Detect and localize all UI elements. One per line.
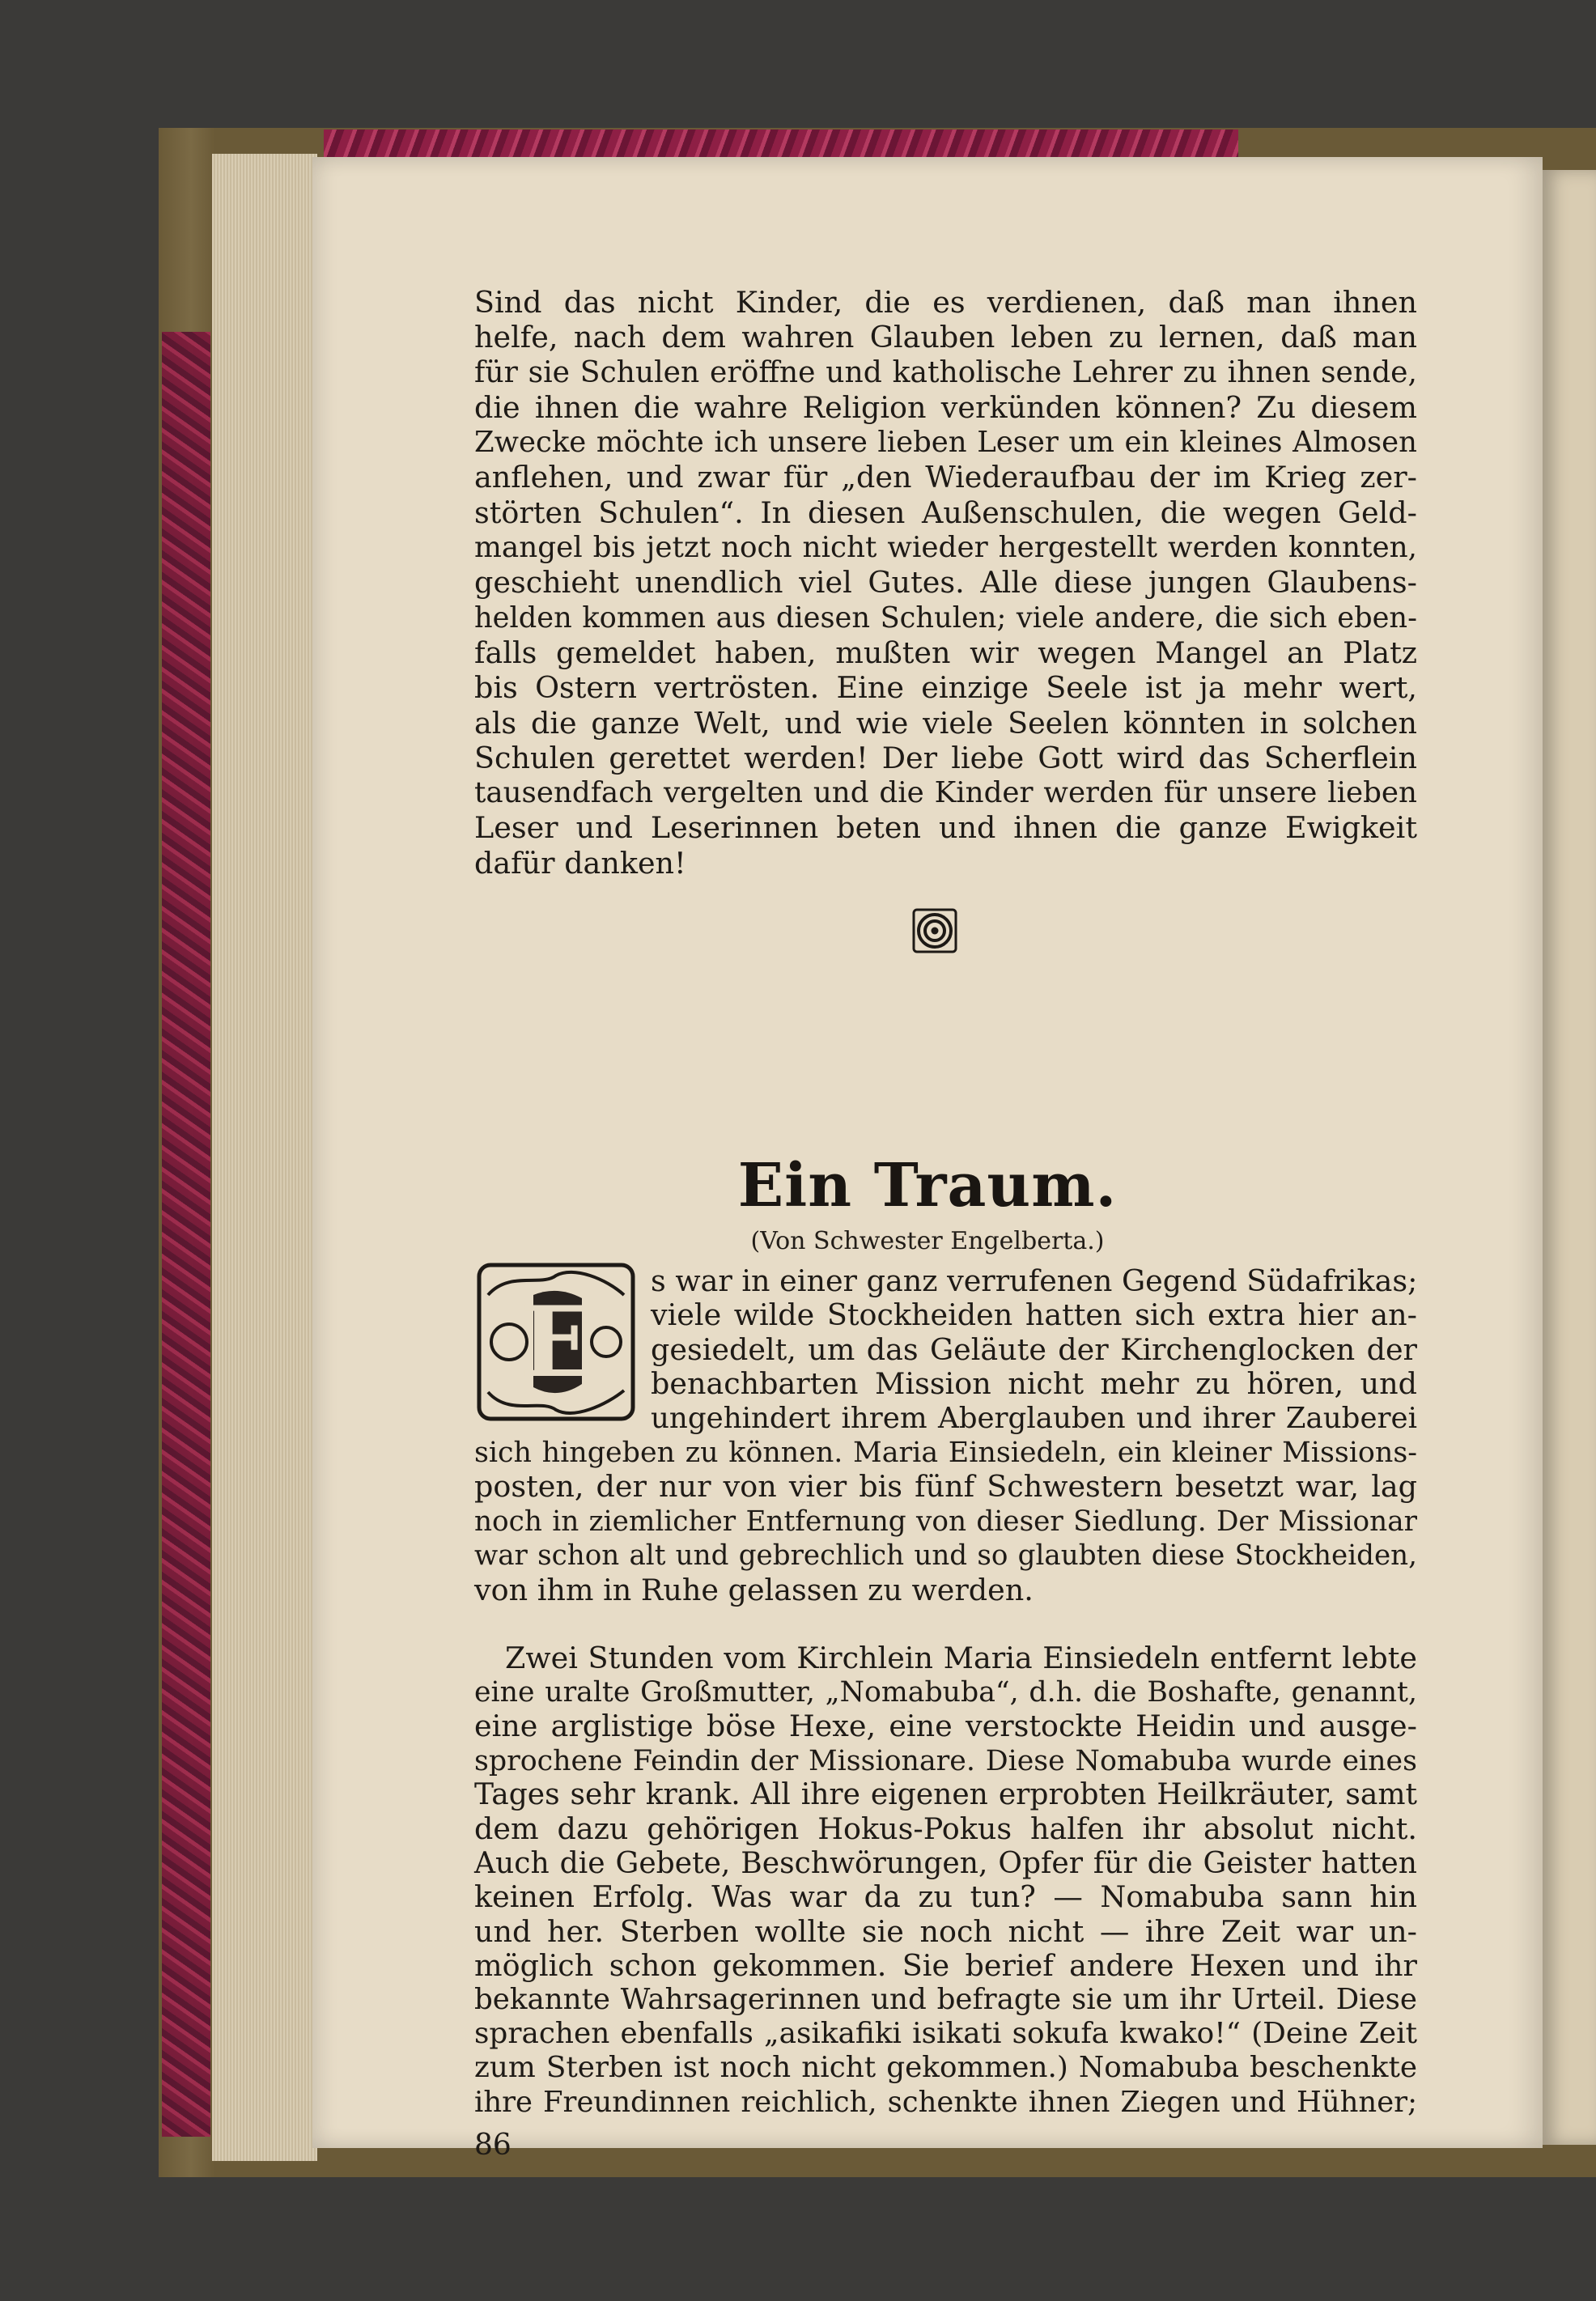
marbled-endpaper-top — [324, 129, 1238, 160]
text-line: posten, der nur von vier bis fünf Schwestern besetzt war, lag — [474, 1469, 1417, 1505]
text-line: bis Ostern vertrösten. Eine einzige Seele ist ja mehr wert, — [474, 670, 1417, 706]
text-line: ihre Freundinnen reichlich, schenkte ihnen Ziegen und Hühner; — [474, 2085, 1417, 2119]
facing-page-edge — [1543, 170, 1596, 2145]
book-page — [312, 157, 1543, 2162]
text-line: zum Sterben ist noch nicht gekommen.) Nomabuba beschenkte — [474, 2051, 1417, 2085]
text-line: keinen Erfolg. Was war da zu tun? — Nomabuba sann hin — [474, 1879, 1417, 1915]
text-line: benachbarten Mission nicht mehr zu hören, und — [651, 1366, 1417, 1402]
text-line: sprochene Feindin der Missionare. Diese Nomabuba wurde eines — [474, 1744, 1417, 1777]
text-line: eine arglistige böse Hexe, eine verstockte Heidin und ausge- — [474, 1709, 1417, 1744]
text-line: Tages sehr krank. All ihre eigenen erprobten Heilkräuter, samt — [474, 1777, 1417, 1811]
text-line: mangel bis jetzt noch nicht wieder hergestellt werden konnten, — [474, 531, 1417, 565]
text-line: Leser und Leserinnen beten und ihnen die ganze Ewigkeit — [474, 810, 1417, 846]
paragraph-nomabuba — [474, 1641, 1417, 2120]
text-line: von ihm in Ruhe gelassen zu werden. — [474, 1572, 1034, 1607]
text-line: als die ganze Welt, und wie viele Seelen könnten in solchen — [474, 705, 1417, 741]
text-line: anflehen, und zwar für „den Wiederaufbau der im Krieg zer- — [474, 460, 1417, 495]
text-line: bekannte Wahrsagerinnen und befragte sie um ihr Urteil. Diese — [474, 1983, 1417, 2017]
text-line: s war in einer ganz verrufenen Gegend Südafrikas; — [651, 1263, 1418, 1298]
target-ornament-icon — [912, 908, 957, 953]
initial-letter: E — [520, 1285, 595, 1399]
text-line: dafür danken! — [474, 845, 686, 881]
page-number: 86 — [474, 2129, 511, 2162]
text-line: Zwei Stunden vom Kirchlein Maria Einsiedeln entfernt lebte — [505, 1641, 1417, 1675]
text-line: Zwecke möchte ich unsere lieben Leser um ein kleines Almosen — [474, 426, 1417, 460]
text-line: eine uralte Großmutter, „Nomabuba“, d.h. die Boshafte, genannt, — [474, 1676, 1417, 1709]
text-line: möglich schon gekommen. Sie berief andere Hexen und ihr — [474, 1947, 1417, 1983]
text-line: noch in ziemlicher Entfernung von dieser Siedlung. Der Missionar — [474, 1505, 1417, 1538]
paragraph-intro — [474, 285, 1417, 881]
text-line: für sie Schulen eröffne und katholische Lehrer zu ihnen sende, — [474, 354, 1417, 389]
marbled-endpaper-edge — [162, 332, 210, 2137]
text-line: helden kommen aus diesen Schulen; viele andere, die sich eben- — [474, 601, 1417, 635]
text-line: gesiedelt, um das Geläute der Kirchenglocken der — [651, 1331, 1417, 1367]
text-line: sich hingeben zu können. Maria Einsiedeln, ein kleiner Missions- — [474, 1437, 1417, 1470]
text-line: viele wilde Stockheiden hatten sich extra hier an- — [651, 1297, 1417, 1333]
text-line: Sind das nicht Kinder, die es verdienen, daß man ihnen — [474, 285, 1417, 320]
text-line: geschieht unendlich viel Gutes. Alle diese jungen Glaubens- — [474, 565, 1417, 601]
text-line: helfe, nach dem wahren Glauben leben zu lernen, daß man — [474, 320, 1417, 355]
text-line: war schon alt und gebrechlich und so glaubten diese Stockheiden, — [474, 1539, 1417, 1573]
text-line: falls gemeldet haben, mußten wir wegen Mangel an Platz — [474, 635, 1417, 670]
text-line: die ihnen die wahre Religion verkünden können? Zu diesem — [474, 389, 1417, 425]
paragraph-story-opening — [474, 1264, 1417, 1607]
text-line: dem dazu gehörigen Hokus-Pokus halfen ihr absolut nicht. — [474, 1811, 1417, 1847]
text-line: störten Schulen“. In diesen Außenschulen, die wegen Geld- — [474, 495, 1417, 530]
text-line: Auch die Gebete, Beschwörungen, Opfer für die Geister hatten — [474, 1846, 1417, 1881]
text-line: sprachen ebenfalls „asikafiki isikati sokufa kwako!“ (Deine Zeit — [474, 2017, 1417, 2051]
page-edges — [212, 154, 317, 2161]
text-line: und her. Sterben wollte sie noch nicht — ihre Zeit war un- — [474, 1913, 1417, 1949]
text-line: ungehindert ihrem Aberglauben und ihrer Zauberei — [651, 1401, 1417, 1435]
text-line: Schulen gerettet werden! Der liebe Gott wird das Scherflein — [474, 740, 1417, 775]
section-title: Ein Traum. — [737, 1151, 1118, 1221]
text-line: tausendfach vergelten und die Kinder werden für unsere lieben — [474, 776, 1417, 810]
section-byline: (Von Schwester Engelberta.) — [750, 1227, 1105, 1255]
